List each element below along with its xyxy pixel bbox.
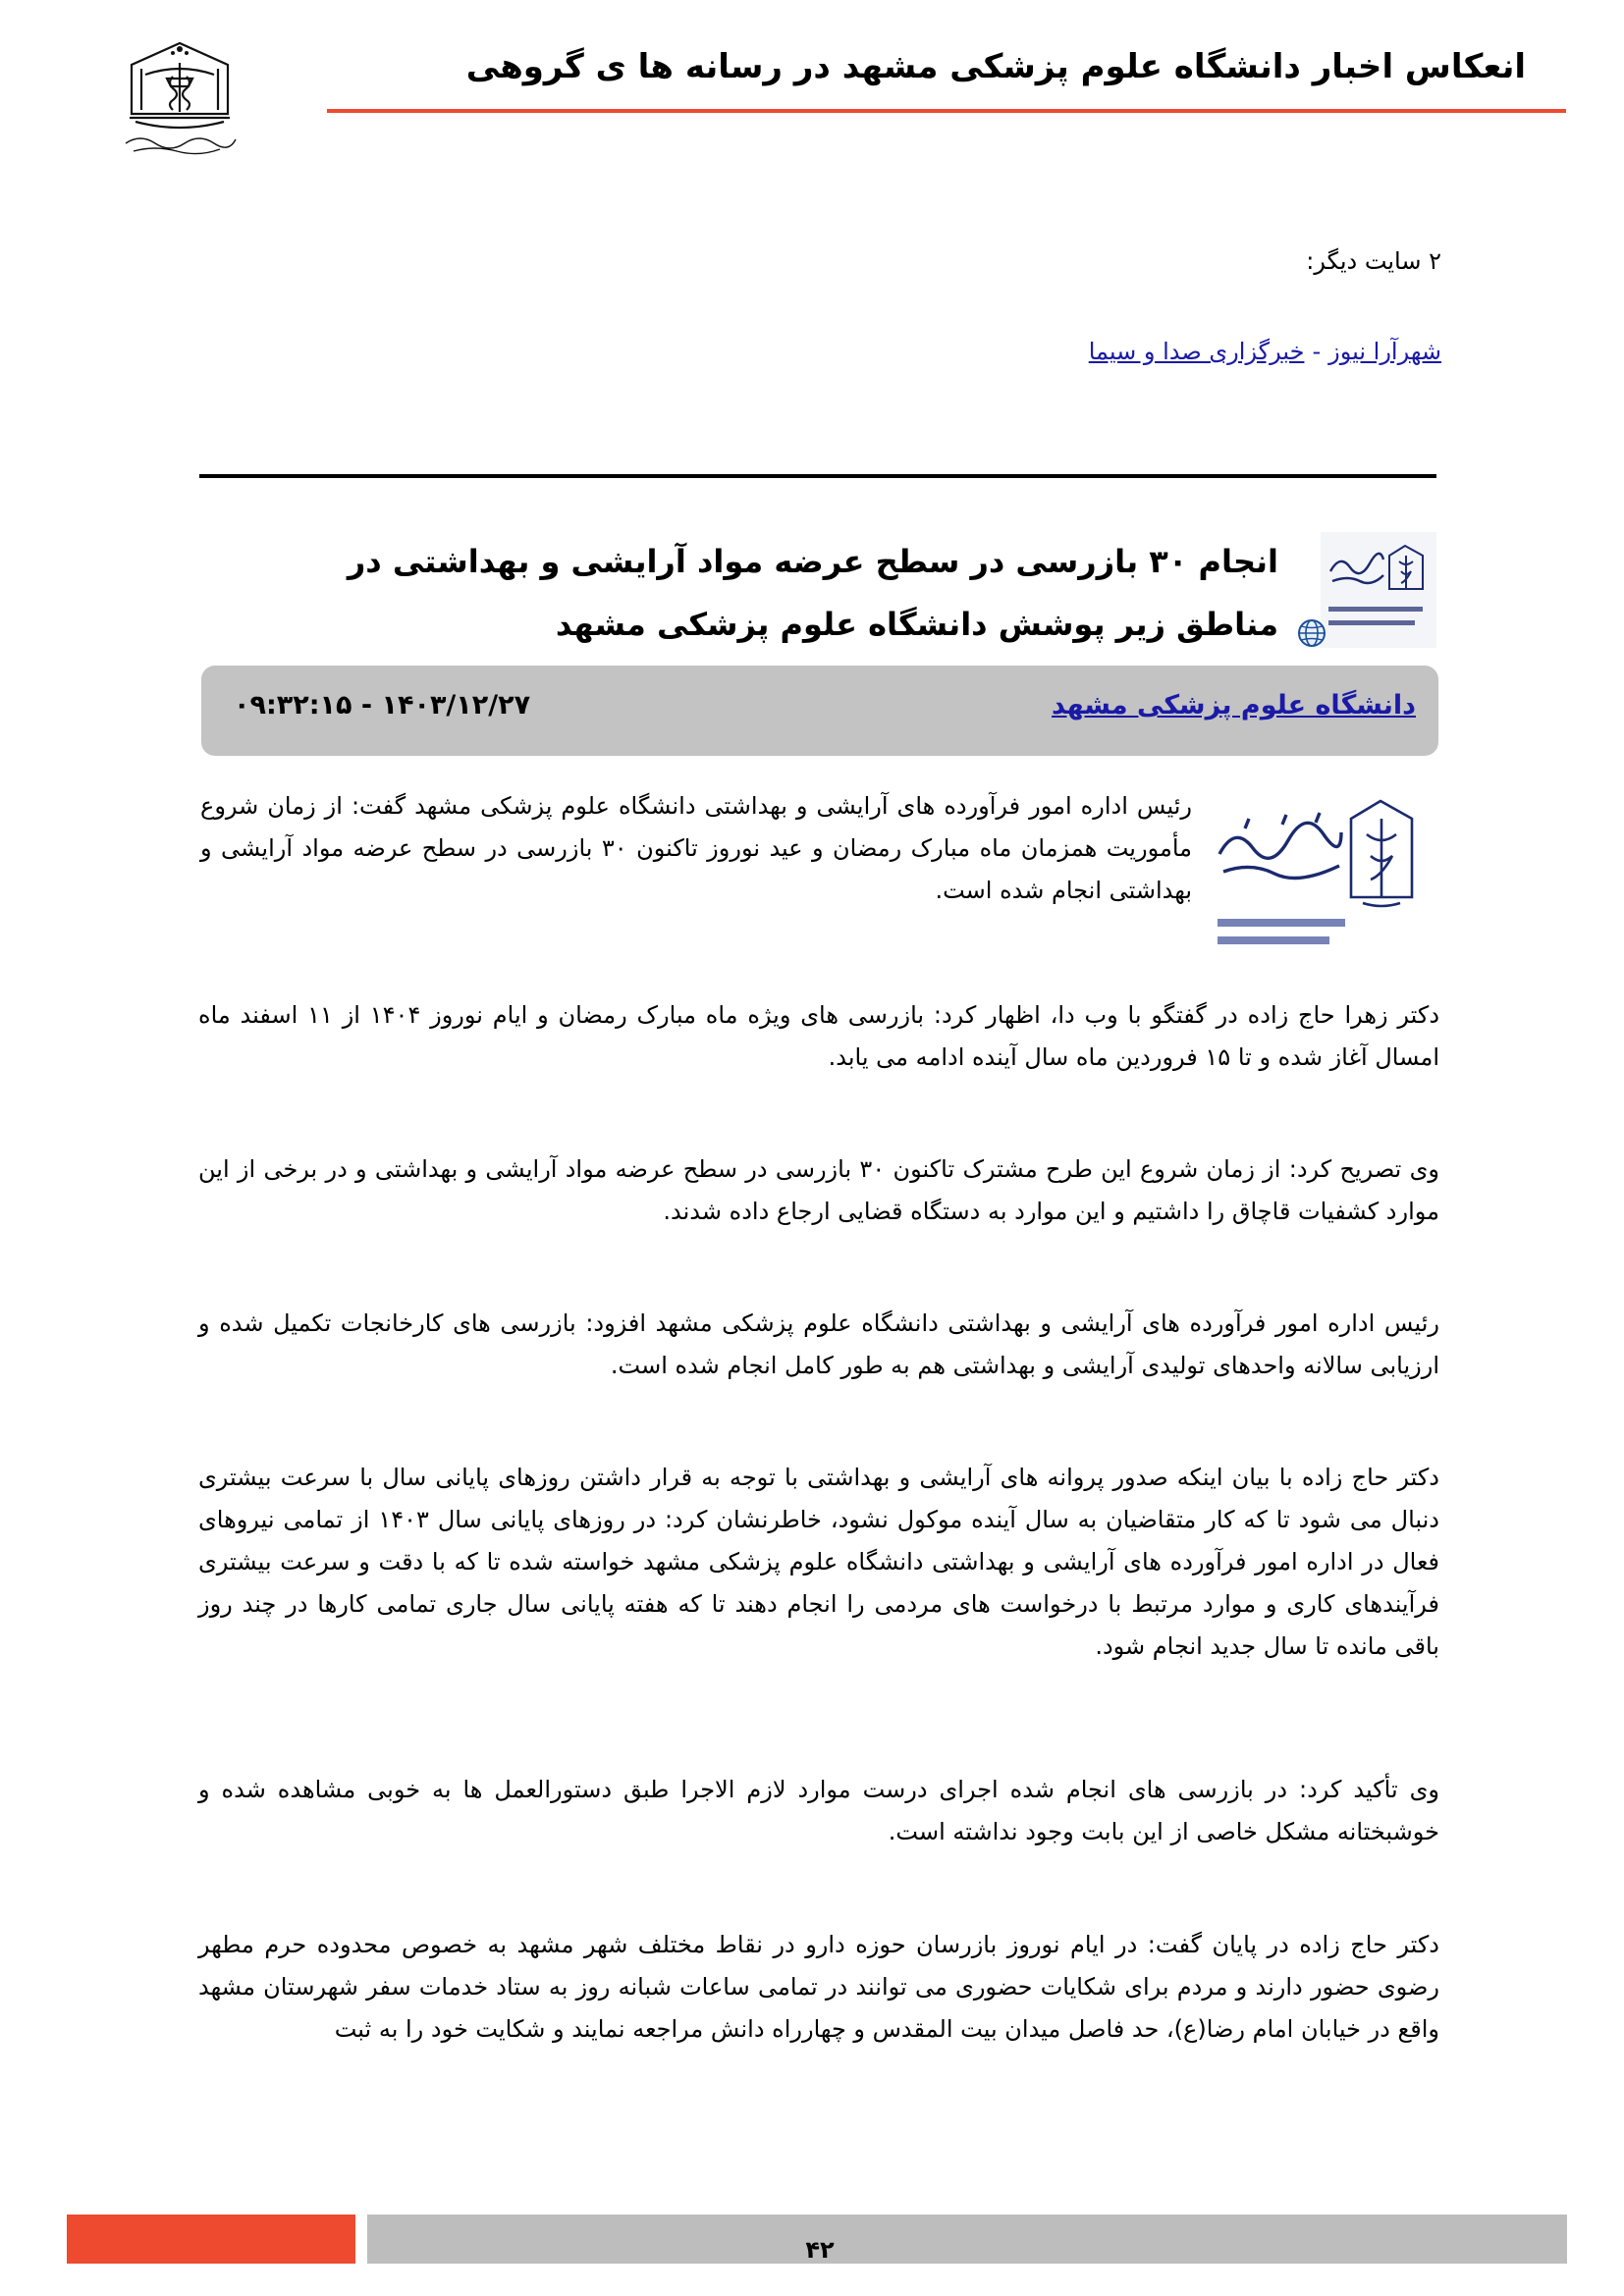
page-header-title: انعکاس اخبار دانشگاه علوم پزشکی مشهد در رسانه ها ی گروهی — [465, 47, 1526, 86]
article-paragraph-7: دکتر حاج زاده در پایان گفت: در ایام نوروز بازرسان حوزه دارو در نقاط مختلف شهر مشهد به خصوص محدوده حرم مطهر رضوی حضور دارند و مردم برای شکایات حضوری می توانند در تمامی ساعات شبانه روز به ستاد خدمات سفر شهرستان مشهد واقع در خیابان امام رضا(ع)، حد فاصل میدان بیت المقدس و چهارراه دانش مراجعه نمایند و شکایت خود را به ثبت — [198, 1931, 1439, 2043]
page-number: ۴۲ — [805, 2236, 835, 2264]
article-paragraph-2: دکتر زهرا حاج زاده در گفتگو با وب دا، اظهار کرد: بازرسی های ویژه ماه مبارک رمضان و ایام نوروز ۱۴۰۴ از ۱۱ اسفند ماه امسال آغاز شده و تا ۱۵ فروردین ماه سال آینده ادامه می یابد. — [198, 1001, 1440, 1071]
source-logo-thumbnail[interactable] — [1321, 532, 1436, 648]
article-paragraph-6: وی تأکید کرد: در بازرسی های انجام شده اجرای درست موارد لازم الاجرا طبق دستورالعمل ها به خوبی مشاهده شده و خوشبختانه مشکل خاصی از این بابت وجود نداشته است. — [198, 1776, 1439, 1845]
article-paragraph-5: دکتر حاج زاده با بیان اینکه صدور پروانه های آرایشی و بهداشتی با توجه به قرار داشتن روزهای پایانی سال با سرعت بیشتری دنبال می شود تا که کار متقاضیان به سال آینده موکول نشود، خاطرنشان کرد: در روزهای پایانی سال ۱۴۰۳ از تمامی نیروهای فعال در اداره امور فرآورده های آرایشی و بهداشتی دانشگاه علوم پزشکی مشهد خواسته شده تا که با دقت و سرعت بیشتری فرآیندهای کاری و موارد مرتبط با درخواست های مردمی را انجام دهند تا که هفته پایانی سال جاری تمامی کارها در چند روز باقی مانده تا سال جدید انجام شود. — [198, 1464, 1439, 1660]
other-sites-links — [1089, 330, 1441, 373]
other-sites-label: ۲ سایت دیگر: — [1306, 247, 1441, 275]
article-datetime: ۱۴۰۳/۱۲/۲۷ - ۰۹:۳۲:۱۵ — [234, 690, 531, 721]
link-irib-news[interactable]: خبرگزاری صدا و سیما — [1088, 338, 1305, 365]
article-paragraph-3: وی تصریح کرد: از زمان شروع این طرح مشترک تاکنون ۳۰ بازرسی در سطح عرضه مواد آرایشی و بهداشتی و در برخی از این موارد کشفیات قاچاق را داشتیم و این موارد به دستگاه قضایی ارجاع داده شدند. — [198, 1155, 1440, 1225]
footer-accent-bar — [67, 2215, 355, 2264]
mashhad-university-of-medical-sciences-logo — [1206, 783, 1439, 960]
footer-gray-bar — [367, 2215, 1567, 2264]
article-paragraph-1: رئیس اداره امور فرآورده های آرایشی و بهداشتی دانشگاه علوم پزشکی مشهد گفت: از زمان شروع مأموریت همزمان ماه مبارک رمضان و عید نوروز تاکنون ۳۰ بازرسی در سطح عرضه مواد آرایشی و بهداشتی انجام شده است. — [200, 792, 1192, 904]
globe-icon[interactable] — [1296, 617, 1327, 649]
section-divider — [199, 474, 1436, 478]
link-shahrara-news[interactable]: شهرآرا نیوز — [1328, 338, 1441, 365]
link-separator: - — [1312, 338, 1322, 365]
header-divider — [327, 109, 1566, 113]
article-source-link[interactable]: دانشگاه علوم پزشکی مشهد — [1052, 690, 1416, 721]
article-paragraph-4: رئیس اداره امور فرآورده های آرایشی و بهداشتی دانشگاه علوم پزشکی مشهد افزود: بازرسی های کارخانجات تکمیل شده و ارزیابی سالانه واحدهای تولیدی آرایشی و بهداشتی هم به طور کامل انجام شده است. — [198, 1309, 1439, 1379]
article-title: انجام ۳۰ بازرسی در سطح عرضه مواد آرایشی و بهداشتی در مناطق زیر پوشش دانشگاه علوم پزشکی مشهد — [347, 543, 1278, 643]
university-emblem-icon — [116, 35, 244, 163]
